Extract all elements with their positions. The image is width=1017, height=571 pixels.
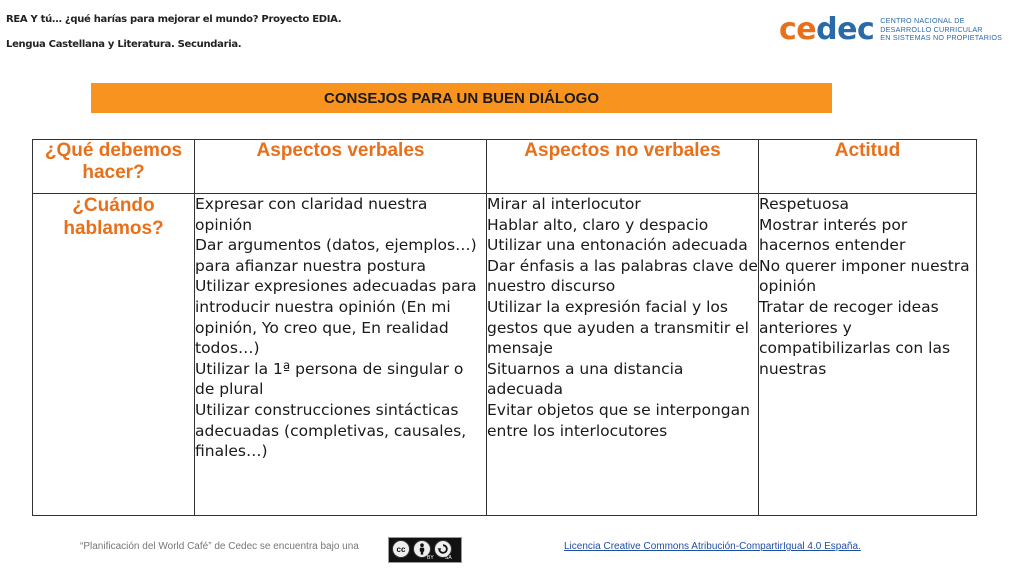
- header-nonverbal-aspects: Aspectos no verbales: [487, 140, 759, 194]
- banner-title: CONSEJOS PARA UN BUEN DIÁLOGO: [323, 89, 600, 107]
- list-item: Dar argumentos (datos, ejemplos…) para afianzar nuestra postura: [195, 236, 477, 275]
- list-item: Hablar alto, claro y despacio: [487, 215, 709, 234]
- person-icon: [417, 543, 427, 555]
- header-what-to-do: ¿Qué debemos hacer?: [33, 140, 195, 194]
- list-item: Utilizar la 1ª persona de singular o de plural: [195, 359, 464, 399]
- cedec-logo: [779, 13, 1002, 47]
- header-attitude: Actitud: [759, 140, 977, 194]
- header-project-title: REA Y tú… ¿qué harías para mejorar el mundo? Proyecto EDIA.: [6, 14, 342, 25]
- row-label-when-we-speak: ¿Cuándo hablamos?: [33, 194, 195, 516]
- list-item: Evitar objetos que se interpongan entre los interlocutores: [487, 400, 750, 440]
- verbal-aspects-cell: [195, 194, 487, 516]
- list-item: Utilizar la expresión facial y los gestos que ayuden a transmitir el mensaje: [487, 297, 749, 358]
- nonverbal-aspects-cell: [487, 194, 759, 516]
- list-item: Dar énfasis a las palabras clave de nuestro discurso: [487, 256, 758, 296]
- badge-sa-label: SA: [445, 555, 452, 561]
- list-item: Expresar con claridad nuestra opinión: [195, 195, 428, 234]
- advice-table: [32, 139, 977, 516]
- attribution-text: “Planificación del World Café” de Cedec se encuentra bajo una: [80, 541, 359, 552]
- badge-by-label: BY: [427, 555, 434, 561]
- list-item: No querer imponer nuestra opinión: [759, 256, 970, 296]
- list-item: Utilizar una entonación adecuada: [487, 236, 748, 255]
- header-subject: Lengua Castellana y Literatura. Secundaria.: [6, 39, 242, 50]
- cc-icon: cc: [392, 540, 410, 558]
- logo-word-dec: dec: [816, 12, 875, 47]
- list-item: Utilizar expresiones adecuadas para introducir nuestra opinión (En mi opinión, Yo creo que, En realidad todos…): [195, 277, 477, 358]
- logo-wordmark: [779, 13, 874, 47]
- list-item: Mirar al interlocutor: [487, 195, 641, 213]
- logo-subtitle-line-2: DESARROLLO CURRICULAR: [880, 24, 983, 34]
- title-banner: [91, 83, 832, 113]
- table-row: [33, 194, 977, 516]
- logo-subtitle: [880, 17, 1002, 43]
- header-verbal-aspects: Aspectos verbales: [195, 140, 487, 194]
- logo-subtitle-line-1: CENTRO NACIONAL DE: [880, 16, 965, 26]
- list-item: Utilizar construcciones sintácticas adecuadas (completivas, causales, finales…): [195, 400, 467, 461]
- logo-subtitle-line-3: EN SISTEMAS NO PROPIETARIOS: [880, 33, 1003, 43]
- cc-license-badge[interactable]: [388, 537, 462, 563]
- list-item: Respetuosa: [759, 195, 850, 213]
- list-item: Tratar de recoger ideas anteriores y compatibilizarlas con las nuestras: [759, 297, 951, 378]
- list-item: Mostrar interés por hacernos entender: [759, 215, 908, 255]
- attitude-cell: [759, 194, 977, 516]
- logo-word-ce: ce: [779, 12, 817, 47]
- license-link[interactable]: Licencia Creative Commons Atribución-CompartirIgual 4.0 España.: [564, 541, 861, 552]
- table-header-row: [33, 140, 977, 194]
- list-item: Situarnos a una distancia adecuada: [487, 359, 684, 399]
- share-alike-arrow-icon: [437, 543, 449, 555]
